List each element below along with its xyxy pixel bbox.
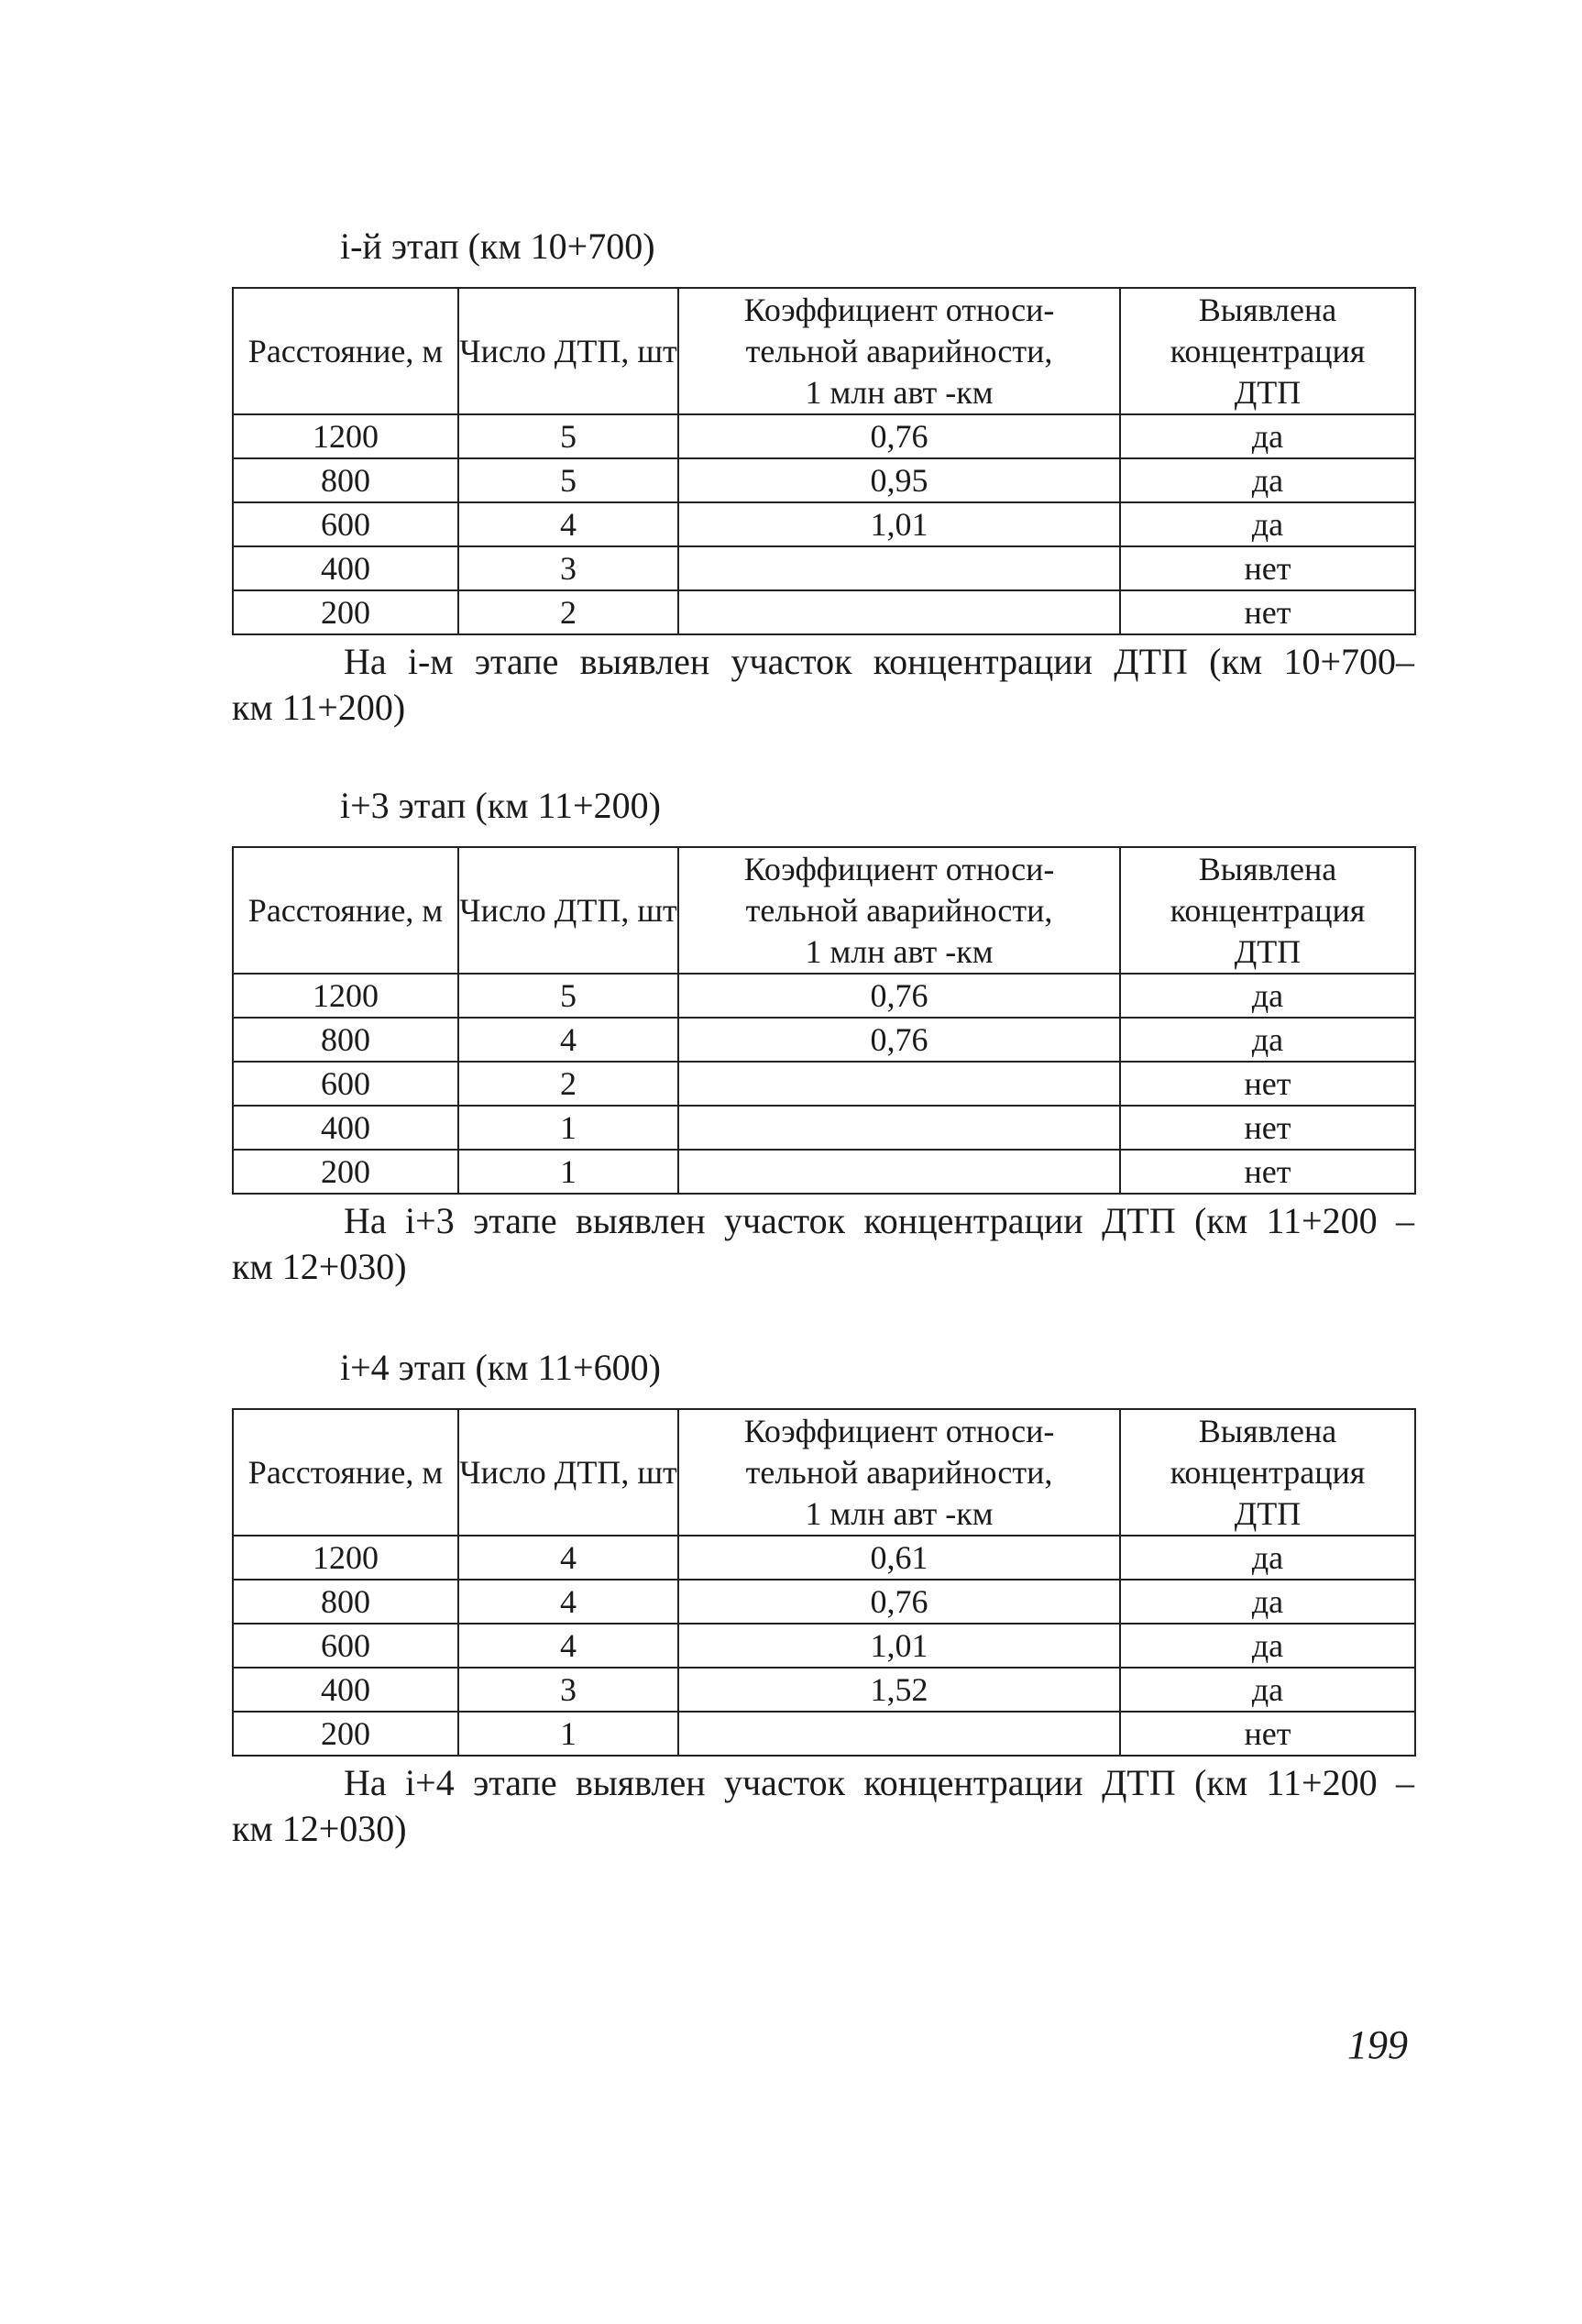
- cell-concentration: нет: [1120, 546, 1415, 590]
- table-row: [233, 1668, 1415, 1712]
- table-row: [233, 546, 1415, 590]
- cell-distance: 600: [233, 1624, 458, 1668]
- table-header-row: [233, 288, 1415, 414]
- cell-distance: 600: [233, 1062, 458, 1106]
- header-count: Число ДТП, шт: [458, 1409, 678, 1536]
- stage-conclusion: [232, 639, 1414, 731]
- table-row: [233, 1018, 1415, 1062]
- cell-concentration: да: [1120, 458, 1415, 502]
- stage-table: [232, 846, 1416, 1195]
- cell-coefficient: [678, 1106, 1120, 1150]
- cell-distance: 200: [233, 1712, 458, 1756]
- cell-distance: 400: [233, 1106, 458, 1150]
- cell-concentration: нет: [1120, 1062, 1415, 1106]
- stage-table: [232, 1408, 1416, 1757]
- cell-concentration: нет: [1120, 590, 1415, 634]
- header-coefficient: Коэффициент относи- тельной аварийности, 1 млн авт -км: [678, 1409, 1120, 1536]
- table-row: [233, 414, 1415, 458]
- header-distance: Расстояние, м: [233, 847, 458, 974]
- cell-count: 1: [458, 1150, 678, 1194]
- conclusion-line-1: На i-м этапе выявлен участок концентрации ДТП (км 10+700–: [344, 641, 1414, 682]
- header-coefficient: Коэффициент относи- тельной аварийности, 1 млн авт -км: [678, 847, 1120, 974]
- cell-count: 4: [458, 1018, 678, 1062]
- cell-concentration: да: [1120, 1668, 1415, 1712]
- cell-distance: 600: [233, 502, 458, 546]
- cell-distance: 1200: [233, 974, 458, 1018]
- cell-concentration: да: [1120, 1624, 1415, 1668]
- table-row: [233, 1580, 1415, 1624]
- table-row: [233, 458, 1415, 502]
- cell-count: 2: [458, 1062, 678, 1106]
- cell-coefficient: [678, 546, 1120, 590]
- table-row: [233, 974, 1415, 1018]
- header-coefficient: Коэффициент относи- тельной аварийности, 1 млн авт -км: [678, 288, 1120, 414]
- table-row: [233, 1150, 1415, 1194]
- stage-title: i+4 этап (км 11+600): [340, 1347, 661, 1388]
- stage-title: i-й этап (км 10+700): [340, 226, 655, 267]
- header-count: Число ДТП, шт: [458, 288, 678, 414]
- cell-distance: 200: [233, 590, 458, 634]
- stage-conclusion: [232, 1760, 1414, 1852]
- cell-coefficient: 0,95: [678, 458, 1120, 502]
- cell-concentration: нет: [1120, 1712, 1415, 1756]
- stage-conclusion: [232, 1198, 1414, 1290]
- table-row: [233, 1062, 1415, 1106]
- cell-coefficient: [678, 1062, 1120, 1106]
- page-number: 199: [1347, 2022, 1408, 2067]
- cell-distance: 800: [233, 1580, 458, 1624]
- cell-concentration: да: [1120, 1580, 1415, 1624]
- cell-count: 5: [458, 974, 678, 1018]
- cell-coefficient: 0,61: [678, 1536, 1120, 1580]
- cell-distance: 1200: [233, 1536, 458, 1580]
- table-header-row: [233, 847, 1415, 974]
- cell-count: 4: [458, 1536, 678, 1580]
- cell-count: 5: [458, 414, 678, 458]
- conclusion-line-1: На i+4 этапе выявлен участок концентрации ДТП (км 11+200 –: [344, 1762, 1414, 1803]
- cell-count: 4: [458, 1580, 678, 1624]
- conclusion-line-2: км 12+030): [232, 1808, 407, 1849]
- stage-title: i+3 этап (км 11+200): [340, 785, 661, 826]
- cell-coefficient: 0,76: [678, 974, 1120, 1018]
- cell-coefficient: [678, 590, 1120, 634]
- table-header-row: [233, 1409, 1415, 1536]
- cell-concentration: да: [1120, 974, 1415, 1018]
- cell-concentration: нет: [1120, 1150, 1415, 1194]
- table-row: [233, 502, 1415, 546]
- table-row: [233, 590, 1415, 634]
- header-count: Число ДТП, шт: [458, 847, 678, 974]
- cell-count: 3: [458, 1668, 678, 1712]
- conclusion-line-2: км 12+030): [232, 1246, 407, 1287]
- cell-coefficient: 1,52: [678, 1668, 1120, 1712]
- header-concentration: Выявлена концентрация ДТП: [1120, 1409, 1415, 1536]
- cell-coefficient: 1,01: [678, 1624, 1120, 1668]
- cell-distance: 400: [233, 546, 458, 590]
- cell-count: 2: [458, 590, 678, 634]
- stage-table: [232, 287, 1416, 635]
- cell-concentration: да: [1120, 414, 1415, 458]
- header-concentration: Выявлена концентрация ДТП: [1120, 288, 1415, 414]
- table-row: [233, 1624, 1415, 1668]
- cell-count: 1: [458, 1712, 678, 1756]
- cell-count: 5: [458, 458, 678, 502]
- cell-coefficient: [678, 1150, 1120, 1194]
- cell-distance: 400: [233, 1668, 458, 1712]
- header-concentration: Выявлена концентрация ДТП: [1120, 847, 1415, 974]
- cell-coefficient: 0,76: [678, 414, 1120, 458]
- cell-concentration: да: [1120, 1018, 1415, 1062]
- table-row: [233, 1106, 1415, 1150]
- cell-concentration: нет: [1120, 1106, 1415, 1150]
- cell-concentration: да: [1120, 1536, 1415, 1580]
- cell-distance: 800: [233, 458, 458, 502]
- cell-count: 4: [458, 502, 678, 546]
- cell-coefficient: 0,76: [678, 1580, 1120, 1624]
- cell-distance: 800: [233, 1018, 458, 1062]
- header-distance: Расстояние, м: [233, 288, 458, 414]
- conclusion-line-1: На i+3 этапе выявлен участок концентрации ДТП (км 11+200 –: [344, 1200, 1414, 1241]
- table-row: [233, 1536, 1415, 1580]
- cell-distance: 200: [233, 1150, 458, 1194]
- cell-count: 4: [458, 1624, 678, 1668]
- cell-distance: 1200: [233, 414, 458, 458]
- cell-coefficient: 0,76: [678, 1018, 1120, 1062]
- cell-coefficient: [678, 1712, 1120, 1756]
- cell-concentration: да: [1120, 502, 1415, 546]
- conclusion-line-2: км 11+200): [232, 687, 406, 728]
- cell-coefficient: 1,01: [678, 502, 1120, 546]
- cell-count: 3: [458, 546, 678, 590]
- table-row: [233, 1712, 1415, 1756]
- cell-count: 1: [458, 1106, 678, 1150]
- header-distance: Расстояние, м: [233, 1409, 458, 1536]
